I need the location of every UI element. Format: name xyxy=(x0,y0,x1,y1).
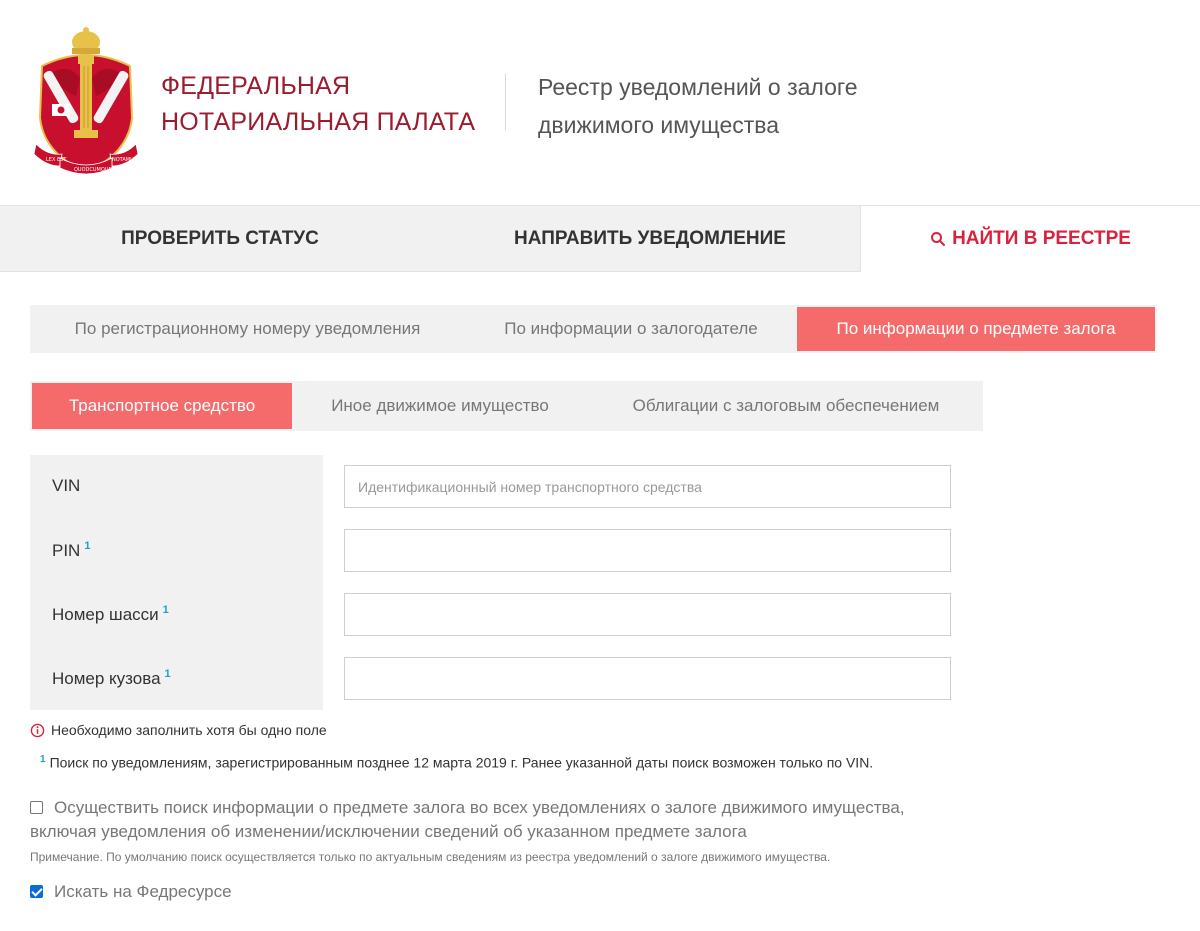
tab-bonds[interactable] xyxy=(598,381,974,431)
fedresurs-label: Искать на Федресурсе xyxy=(54,882,232,901)
tab-by-pledge-subject-label: По информации о предмете залога xyxy=(836,319,1116,338)
chassis-footnote-mark: 1 xyxy=(162,604,169,616)
pin-footnote-mark: 1 xyxy=(84,540,91,552)
fedresurs-option[interactable] xyxy=(30,880,330,904)
org-name-line2: НОТАРИАЛЬНАЯ ПАЛАТА xyxy=(161,108,476,136)
chassis-label xyxy=(52,604,169,625)
search-all-label-line2: включая уведомления об изменении/исключении сведений об указанном предмете залога xyxy=(30,822,747,841)
svg-text:LEX EST: LEX EST xyxy=(46,157,67,163)
pin-input[interactable] xyxy=(344,529,951,572)
search-all-option[interactable] xyxy=(30,796,990,844)
tab-bonds-label: Облигации с залоговым обеспечением xyxy=(632,396,940,415)
property-type-tabs xyxy=(30,381,983,431)
tab-search-registry[interactable] xyxy=(860,205,1200,272)
tab-other-property[interactable] xyxy=(302,381,578,431)
tab-by-pledgor-label: По информации о залогодателе xyxy=(504,319,758,338)
search-all-checkbox[interactable] xyxy=(30,801,43,814)
org-name[interactable] xyxy=(161,68,475,140)
footnote xyxy=(40,754,873,771)
tab-by-reg-number-label: По регистрационному номеру уведомления xyxy=(74,319,421,338)
tab-search-registry-label: НАЙТИ В РЕЕСТРЕ xyxy=(952,228,1131,249)
footnote-text: Поиск по уведомлениям, зарегистрированным позднее 12 марта 2019 г. Ранее указанной даты поиск возможен только по VIN. xyxy=(49,754,874,771)
pin-label xyxy=(52,540,90,561)
chassis-label-text: Номер шасси xyxy=(52,605,159,624)
tab-vehicle-label: Транспортное средство xyxy=(68,396,256,415)
svg-text:QUODCUMQUE: QUODCUMQUE xyxy=(74,167,112,173)
fedresurs-checkbox[interactable] xyxy=(30,885,43,898)
header-divider xyxy=(505,74,506,130)
body-label xyxy=(52,668,171,689)
svg-text:NOTAMUS: NOTAMUS xyxy=(112,157,137,163)
info-icon xyxy=(30,723,45,738)
tab-vehicle[interactable] xyxy=(32,383,292,429)
footnote-mark: 1 xyxy=(40,754,46,765)
vin-input[interactable] xyxy=(344,465,951,508)
main-nav xyxy=(0,205,1200,272)
tab-by-reg-number[interactable] xyxy=(30,305,465,353)
site-header xyxy=(0,0,1200,205)
registry-title-line1: Реестр уведомлений о залоге xyxy=(538,74,858,100)
body-number-input[interactable] xyxy=(344,657,951,700)
org-name-line1: ФЕДЕРАЛЬНАЯ xyxy=(161,72,351,100)
registry-title-line2: движимого имущества xyxy=(538,112,780,138)
search-remark: Примечание. По умолчанию поиск осуществляется только по актуальным сведениям из реестра уведомлений о залоге движимого имущества. xyxy=(30,850,831,864)
required-notice-text: Необходимо заполнить хотя бы одно поле xyxy=(51,722,327,738)
pin-label-text: PIN xyxy=(52,541,81,560)
tab-check-status[interactable] xyxy=(0,205,440,272)
tab-send-notification-label: НАПРАВИТЬ УВЕДОМЛЕНИЕ xyxy=(514,227,786,249)
vin-label xyxy=(52,476,80,496)
tab-send-notification[interactable] xyxy=(440,205,860,272)
tab-by-pledgor[interactable] xyxy=(465,305,797,353)
registry-title xyxy=(538,68,858,144)
required-notice xyxy=(30,722,327,738)
tab-other-property-label: Иное движимое имущество xyxy=(331,396,549,415)
vin-label-text: VIN xyxy=(52,476,81,495)
notary-emblem-icon[interactable] xyxy=(28,26,144,174)
chassis-number-input[interactable] xyxy=(344,593,951,636)
search-all-label-line1: Осуществить поиск информации о предмете залога во всех уведомлениях о залоге движимого имущества, xyxy=(54,798,905,817)
search-icon xyxy=(930,231,946,247)
search-mode-tabs xyxy=(30,305,1157,353)
tab-by-pledge-subject[interactable] xyxy=(797,307,1155,351)
tab-check-status-label: ПРОВЕРИТЬ СТАТУС xyxy=(121,227,319,249)
body-label-text: Номер кузова xyxy=(52,669,161,688)
body-footnote-mark: 1 xyxy=(164,668,171,680)
